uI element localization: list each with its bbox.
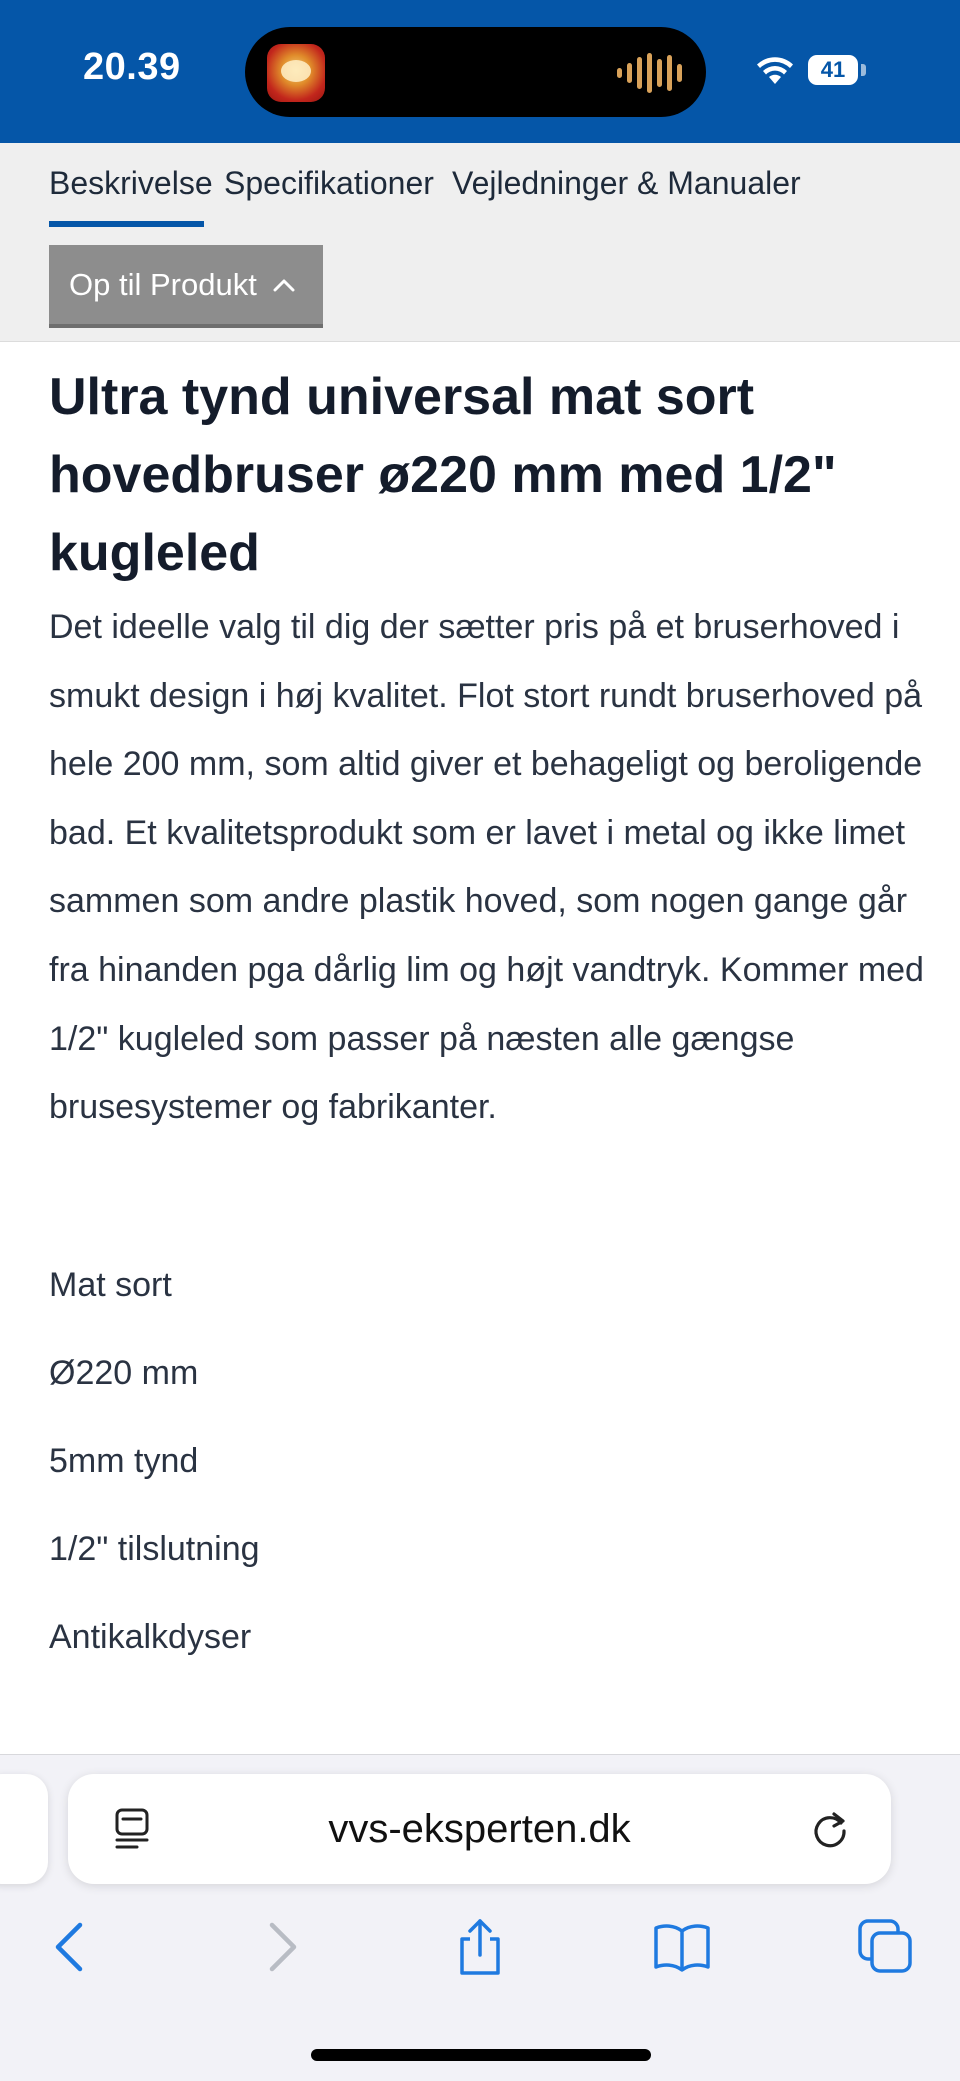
spec-item: Mat sort xyxy=(49,1266,172,1304)
spec-item: 1/2" tilslutning xyxy=(49,1530,260,1568)
battery-indicator: 41 xyxy=(808,55,858,85)
spec-item: 5mm tynd xyxy=(49,1442,199,1480)
spec-item: Ø220 mm xyxy=(49,1354,199,1392)
battery-cap xyxy=(861,64,866,76)
back-icon[interactable] xyxy=(42,1917,102,1977)
up-to-product-button[interactable] xyxy=(49,245,323,328)
url-text[interactable]: vvs-eksperten.dk xyxy=(328,1807,631,1851)
product-tabs xyxy=(0,143,960,342)
tab-vejledninger[interactable]: Vejledninger & Manualer xyxy=(452,165,801,201)
tab-beskrivelse[interactable]: Beskrivelse xyxy=(49,165,213,201)
bookmarks-icon[interactable] xyxy=(652,1917,712,1977)
tab-specifikationer[interactable]: Specifikationer xyxy=(224,165,434,201)
reader-icon[interactable] xyxy=(110,1807,156,1851)
address-bar[interactable] xyxy=(68,1774,891,1884)
home-indicator[interactable] xyxy=(311,2049,651,2061)
product-title: Ultra tynd universal mat sort hovedbruser ø220 mm med 1/2" kugleled xyxy=(49,368,837,582)
browser-toolbar xyxy=(0,1754,960,2081)
up-button-label: Op til Produkt xyxy=(69,266,257,302)
audio-wave-icon xyxy=(617,53,682,93)
tabs-icon[interactable] xyxy=(856,1917,916,1977)
product-description: Det ideelle valg til dig der sætter pris på et bruserhoved i smukt design i høj kvalitet. Flot stort rundt bruserhoved på hele 200 mm, som altid giver et behageligt og beroligende bad. Et kvalitetsprodukt som er lavet i metal og ikke limet sammen som andre plastik hoved, som nogen gange går fra hinanden pga dårlig lim og højt vandtryk. Kommer med 1/2" kugleled som passer på næsten alle gængse brusesystemer og fabrikanter. xyxy=(49,608,924,1127)
share-icon[interactable] xyxy=(450,1917,510,1977)
status-time: 20.39 xyxy=(83,46,181,88)
reload-icon[interactable] xyxy=(808,1807,852,1851)
previous-tab-card[interactable] xyxy=(0,1774,48,1884)
dynamic-island[interactable] xyxy=(245,27,706,117)
active-tab-indicator xyxy=(49,221,204,227)
status-bar xyxy=(0,0,960,143)
forward-icon[interactable] xyxy=(250,1917,310,1977)
wifi-icon xyxy=(755,54,795,86)
chevron-up-icon xyxy=(273,278,295,292)
app-icon xyxy=(267,44,325,102)
spec-item: Antikalkdyser xyxy=(49,1618,252,1656)
